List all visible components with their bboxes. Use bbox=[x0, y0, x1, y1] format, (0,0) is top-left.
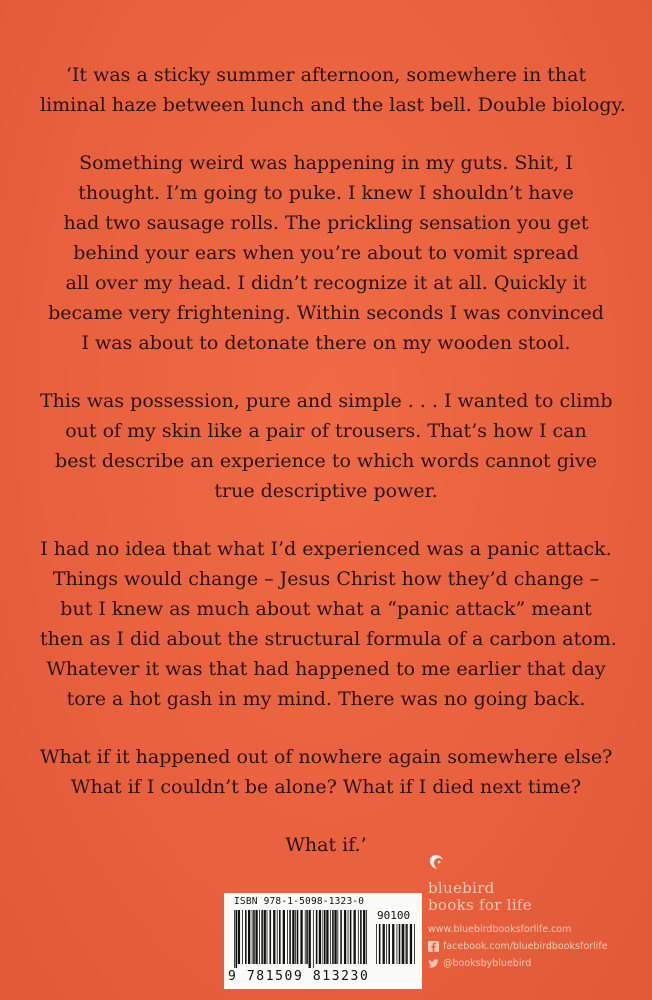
text-line: became very frightening. Within seconds I was convinced bbox=[48, 302, 604, 324]
text-line: Whatever it was that had happened to me earlier that day bbox=[46, 658, 606, 680]
barcode-bar bbox=[379, 924, 381, 964]
barcode-bar bbox=[300, 910, 302, 964]
price-barcode-bars bbox=[376, 924, 416, 968]
barcode-bar bbox=[279, 910, 281, 964]
barcode-bar bbox=[392, 924, 394, 964]
blurb-text bbox=[40, 60, 626, 888]
barcode-bar bbox=[306, 910, 308, 964]
barcode-digits: 9 781509 813230 bbox=[228, 969, 370, 984]
text-line: I had no idea that what I’d experienced was a panic attack. bbox=[40, 538, 612, 560]
barcode-bar bbox=[309, 910, 311, 968]
text-line: I was about to detonate there on my wooden stool. bbox=[81, 332, 571, 354]
website-link[interactable]: www.bluebirdbooksforlife.com bbox=[428, 924, 572, 935]
facebook-icon bbox=[428, 941, 439, 952]
barcode-bar bbox=[324, 910, 326, 964]
barcode-bar bbox=[245, 910, 247, 964]
text-line: all over my head. I didn’t recognize it at all. Quickly it bbox=[65, 272, 587, 294]
text-line: true descriptive power. bbox=[214, 480, 438, 502]
barcode-bar bbox=[332, 910, 334, 964]
barcode-bar bbox=[252, 910, 253, 964]
barcode-bar bbox=[344, 910, 346, 964]
text-line: Things would change – Jesus Christ how they’d change – bbox=[52, 568, 600, 590]
blurb-paragraph-1 bbox=[40, 60, 626, 120]
text-line: What if.’ bbox=[285, 834, 367, 856]
barcode-bar bbox=[277, 910, 278, 964]
barcode-bar bbox=[305, 910, 306, 964]
barcode-bar bbox=[242, 910, 243, 964]
barcode-bar bbox=[253, 910, 255, 964]
publisher-website[interactable] bbox=[428, 924, 571, 935]
barcode-bar bbox=[358, 910, 359, 964]
barcode-bar bbox=[410, 924, 412, 964]
barcode-bar bbox=[273, 910, 275, 964]
barcode-bars bbox=[234, 910, 369, 968]
barcode-bar bbox=[270, 910, 272, 964]
barcode-bar bbox=[319, 910, 321, 964]
barcode-bar bbox=[348, 910, 349, 964]
barcode-bar bbox=[283, 910, 285, 964]
twitter-handle[interactable]: @booksbybluebird bbox=[443, 958, 532, 969]
barcode-bar bbox=[297, 910, 299, 964]
barcode-bar bbox=[337, 910, 338, 964]
text-line: tore a hot gash in my mind. There was no going back. bbox=[66, 688, 586, 710]
barcode-bar bbox=[236, 910, 238, 968]
barcode-bar bbox=[399, 924, 401, 964]
barcode-bar bbox=[386, 924, 387, 964]
barcode-bar bbox=[313, 910, 314, 968]
barcode-bar bbox=[316, 910, 318, 964]
text-line: then as I did about the structural formula of a carbon atom. bbox=[40, 628, 617, 650]
text-line: What if I couldn’t be alone? What if I died next time? bbox=[70, 776, 582, 798]
barcode-bar bbox=[360, 910, 362, 964]
barcode-bar bbox=[264, 910, 266, 964]
barcode-bar bbox=[323, 910, 324, 964]
text-line: had two sausage rolls. The prickling sensation you get bbox=[63, 212, 589, 234]
barcode-bar bbox=[363, 910, 365, 964]
barcode-bar bbox=[402, 924, 404, 964]
publisher-tagline: books for life bbox=[428, 896, 532, 914]
barcode-bar bbox=[405, 924, 406, 964]
text-line: out of my skin like a pair of trousers. That’s how I can bbox=[65, 420, 587, 442]
price-code: 90100 bbox=[377, 909, 411, 922]
text-line: thought. I’m going to puke. I knew I shouldn’t have bbox=[78, 182, 574, 204]
barcode-bar bbox=[248, 910, 250, 964]
publisher-name: bluebird bbox=[428, 879, 495, 897]
isbn-barcode bbox=[224, 893, 422, 989]
barcode-bar bbox=[255, 910, 257, 964]
barcode-bar bbox=[376, 924, 377, 964]
barcode-bar bbox=[388, 924, 390, 964]
barcode-bar bbox=[350, 910, 352, 964]
barcode-bar bbox=[267, 910, 268, 964]
bluebird-logo-icon bbox=[428, 854, 444, 872]
barcode-bar bbox=[295, 910, 296, 964]
blurb-paragraph-3 bbox=[40, 386, 612, 506]
barcode-bar bbox=[259, 910, 260, 964]
facebook-link[interactable]: facebook.com/bluebirdbooksforlife bbox=[443, 941, 608, 952]
publisher-facebook[interactable] bbox=[428, 941, 608, 952]
barcode-bar bbox=[406, 924, 408, 964]
barcode-bar bbox=[326, 910, 328, 964]
text-line: Something weird was happening in my guts. Shit, I bbox=[79, 152, 573, 174]
publisher-twitter[interactable] bbox=[428, 958, 531, 969]
barcode-bar bbox=[330, 910, 331, 964]
barcode-bar bbox=[292, 910, 294, 964]
twitter-icon bbox=[428, 958, 439, 969]
blurb-paragraph-2 bbox=[40, 148, 612, 358]
barcode-bar bbox=[354, 910, 356, 964]
barcode-bar bbox=[340, 910, 342, 964]
isbn-label: ISBN 978-1-5098-1323-0 bbox=[234, 896, 365, 907]
barcode-bar bbox=[238, 910, 240, 964]
text-line: What if it happened out of nowhere again somewhere else? bbox=[40, 746, 613, 768]
text-line: best describe an experience to which words cannot give bbox=[55, 450, 597, 472]
text-line: liminal haze between lunch and the last bell. Double biology. bbox=[40, 94, 626, 116]
blurb-paragraph-5 bbox=[40, 742, 612, 802]
barcode-bar bbox=[289, 910, 291, 964]
barcode-bar bbox=[366, 910, 367, 964]
barcode-bar bbox=[397, 924, 398, 964]
text-line: ‘It was a sticky summer afternoon, somewhere in that bbox=[65, 64, 587, 86]
barcode-bar bbox=[383, 924, 385, 964]
barcode-bar bbox=[234, 910, 235, 968]
text-line: but I knew as much about what a “panic attack” meant bbox=[60, 598, 592, 620]
text-line: This was possession, pure and simple . . . I wanted to climb bbox=[40, 390, 613, 412]
barcode-bar bbox=[414, 924, 415, 964]
barcode-bar bbox=[287, 910, 288, 964]
barcode-bar bbox=[261, 910, 263, 964]
text-line: behind your ears when you’re about to vomit spread bbox=[73, 242, 579, 264]
blurb-paragraph-6 bbox=[40, 830, 612, 860]
barcode-bar bbox=[334, 910, 336, 964]
blurb-paragraph-4 bbox=[40, 534, 617, 714]
